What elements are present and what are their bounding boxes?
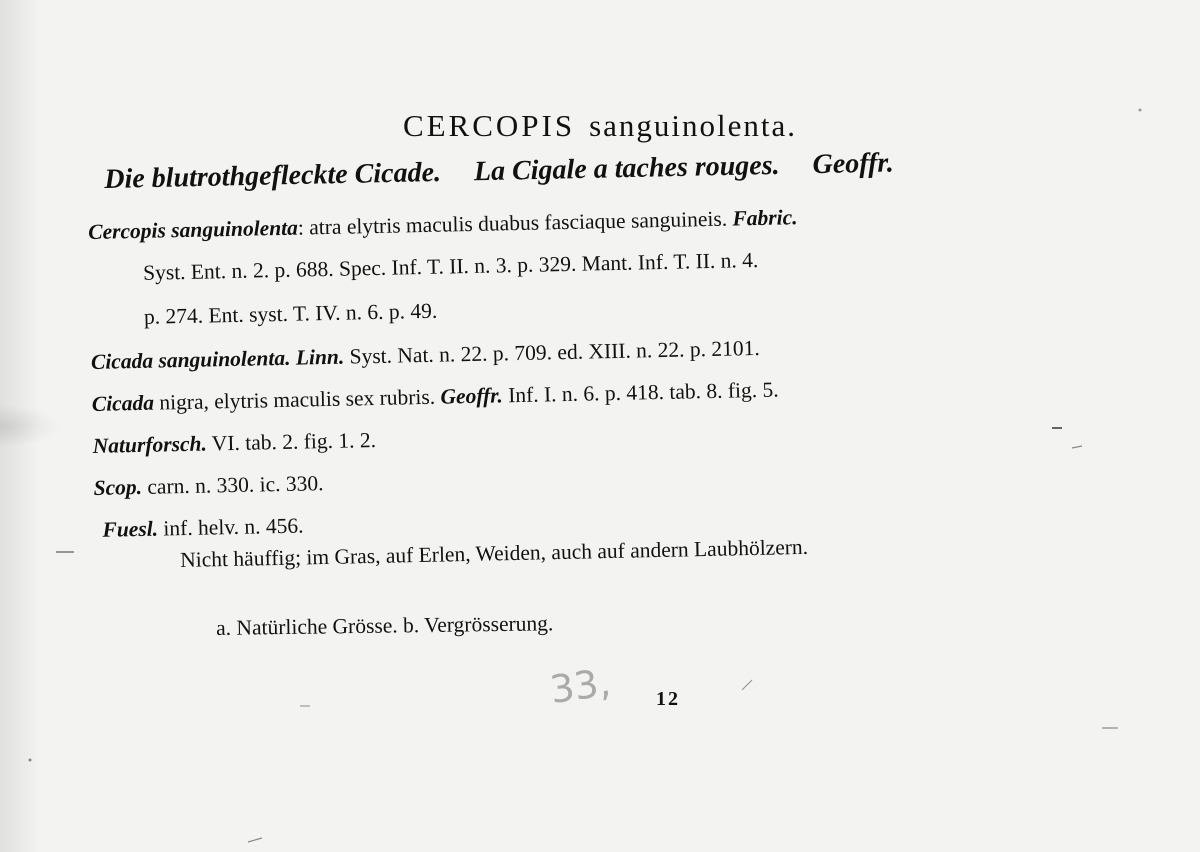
citation-text: inf. helv. n. 456. [157,513,304,541]
taxon-or-author: Fabric. [732,205,798,231]
citation-text: nigra, elytris maculis sex rubris. [153,384,441,415]
german-name: Die blutrothgefleckte Cicade. [104,156,442,195]
citation-text: : atra elytris maculis duabus fasciaque sanguineis. [297,206,733,240]
citation-text: VI. tab. 2. fig. 1. 2. [206,428,377,456]
habitat-note: Nicht häuffig; im Gras, auf Erlen, Weiden, auch auf andern Laubhölzern. [180,534,809,572]
pencil-annotation: 33, [547,660,614,712]
taxon-or-author: Cercopis sanguinolenta [88,215,299,244]
taxon-or-author: Cicada sanguinolenta. [90,345,291,374]
taxon-or-author: Fuesl. [102,516,159,542]
citation-text: Inf. I. n. 6. p. 418. tab. 8. fig. 5. [502,377,779,408]
taxon-or-author: Linn. [295,344,345,370]
genus-name: CERCOPIS [402,108,576,143]
citation-text: Syst. Nat. n. 22. p. 709. ed. XIII. n. 22. p. 2101. [343,335,761,369]
taxon-or-author: Naturforsch. [92,431,208,458]
taxon-or-author: Scop. [93,474,143,500]
taxon-or-author: Geoffr. [440,383,504,409]
citation-text: p. 274. Ent. syst. T. IV. n. 6. p. 49. [143,298,438,329]
french-name-author: Geoffr. [812,147,895,181]
citation-text: carn. n. 330. ic. 330. [141,471,324,499]
citation-text: Syst. Ent. n. 2. p. 688. Spec. Inf. T. II. n. 3. p. 329. Mant. Inf. T. II. n. 4. [142,247,759,285]
species-name: sanguinolenta. [589,108,798,143]
french-name: La Cigale a taches rouges. [473,149,780,188]
taxon-or-author: Cicada [91,390,155,416]
figure-caption: a. Natürliche Grösse. b. Vergrösserung. [216,611,554,640]
page-number: 12 [656,688,680,710]
